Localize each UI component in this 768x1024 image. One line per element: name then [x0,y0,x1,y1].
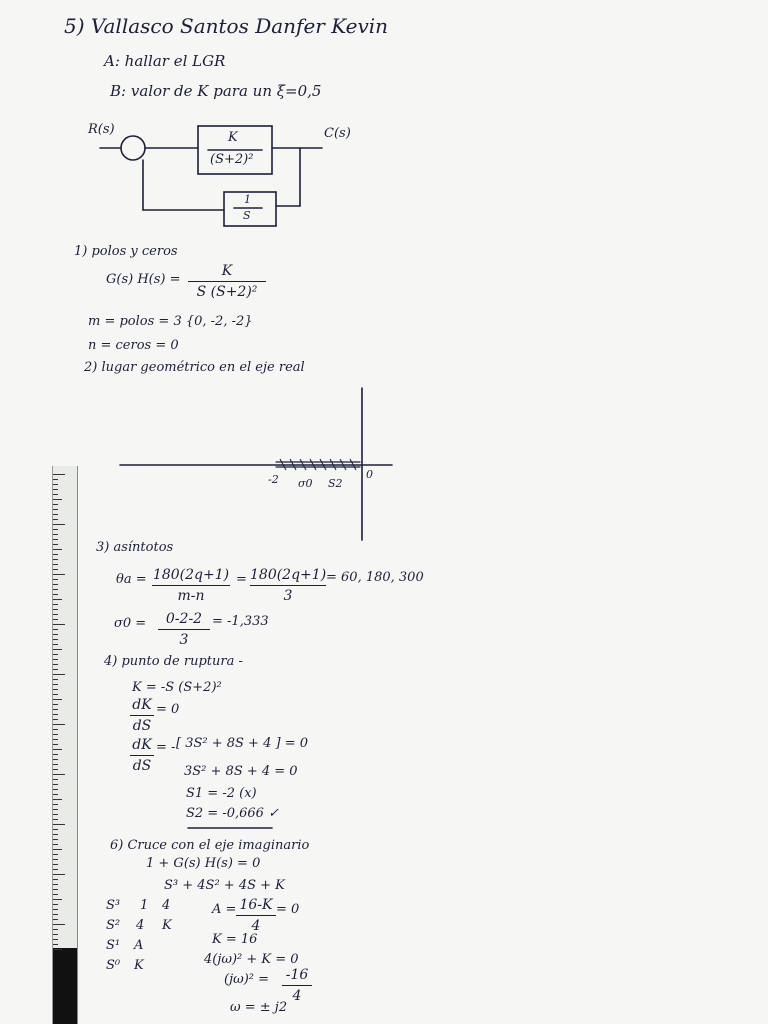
a-fraction [236,896,276,935]
routh-row-s2-label: S² [106,918,121,933]
auxiliary-eq: 4(jω)² + K = 0 [204,952,299,967]
section4-heading: 4) punto de ruptura - [104,654,243,669]
sigma-result: = -1,333 [212,614,269,629]
sigma-den: 3 [179,632,189,648]
routh-row-s1-label: S¹ [106,938,121,953]
dk-eq-2-bracket: [ 3S² + 8S + 4 ] = 0 [176,736,308,751]
theta-fraction-2 [250,566,326,605]
polynomial: S³ + 4S² + 4S + K [164,878,285,893]
sigma-fraction [158,610,210,649]
jw-den: 4 [292,988,302,1004]
task-b: B: valor de K para un ξ=0,5 [110,82,322,100]
theta-den-2: 3 [283,588,293,604]
routh-row-s2-c1: 4 [136,918,145,933]
poles-line: m = polos = 3 {0, -2, -2} [88,314,253,329]
omega-value: ω = ± j2 [230,1000,288,1015]
a-den: 4 [251,918,261,934]
k-value: K = 16 [212,932,258,947]
routh-row-s1-c1: A [134,938,144,953]
gh-numerator: K [221,263,233,279]
dk-fraction-2 [130,736,154,775]
sigma-lhs: σ0 = [114,616,147,631]
output-label: C(s) [324,126,351,141]
axis-label-sigma: σ0 [298,477,313,490]
gh-fraction [188,262,266,301]
gh-denominator: S (S+2)² [196,284,258,300]
routh-row-s3-label: S³ [106,898,121,913]
a-num: 16-K [239,897,273,913]
dk-den-2: dS [132,758,152,774]
routh-row-s0-label: S⁰ [106,958,121,973]
axis-label-minus2: -2 [268,473,279,486]
theta-result: = 60, 180, 300 [326,570,424,585]
section3-heading: 3) asíntotos [96,540,174,555]
theta-num-1: 180(2q+1) [152,567,230,583]
input-label: R(s) [88,122,115,137]
sigma-num: 0-2-2 [165,611,203,627]
routh-row-s2-c2: K [162,918,172,933]
root-s2: S2 = -0,666 ✓ [186,806,279,821]
a-rhs: = 0 [276,902,300,917]
theta-lhs: θa = [116,572,147,587]
routh-row-s0-c1: K [134,958,144,973]
section1-heading: 1) polos y ceros [74,244,178,259]
dk-eq-1: = 0 [156,702,180,717]
k-equation: K = -S (S+2)² [132,680,222,695]
axis-label-zero: 0 [366,468,373,481]
routh-row-s3-c2: 4 [162,898,171,913]
dk-num-1: dK [132,697,152,713]
forward-denominator: (S+2)² [210,152,254,167]
routh-row-s3-c1: 1 [140,898,149,913]
dk-eq-2-prefix: = - [156,740,176,755]
theta-num-2: 180(2q+1) [250,567,327,583]
jw-lhs: (jω)² = [224,972,270,987]
dk-den-1: dS [132,718,152,734]
page-title: 5) Vallasco Santos Danfer Kevin [64,14,389,38]
dk-fraction-1 [130,696,154,735]
axis-label-s2: S2 [328,477,343,490]
theta-den-1: m-n [177,588,205,604]
theta-eq: = [236,572,247,587]
gh-lhs: G(s) H(s) = [106,272,181,287]
zeros-line: n = ceros = 0 [88,338,179,353]
a-lhs: A = [212,902,237,917]
section6-heading: 6) Cruce con el eje imaginario [110,838,310,853]
root-s1: S1 = -2 (x) [186,786,257,801]
theta-fraction-1 [152,566,230,605]
dk-num-2: dK [132,737,152,753]
summing-junction [121,136,145,160]
characteristic-eq: 1 + G(s) H(s) = 0 [146,856,261,871]
quadratic-eq: 3S² + 8S + 4 = 0 [184,764,298,779]
task-a: A: hallar el LGR [104,52,226,70]
forward-numerator: K [228,130,238,145]
section2-heading: 2) lugar geométrico en el eje real [84,360,305,375]
feedback-numerator: 1 [244,193,251,206]
jw-num: -16 [285,967,309,983]
feedback-denominator: S [243,209,251,222]
